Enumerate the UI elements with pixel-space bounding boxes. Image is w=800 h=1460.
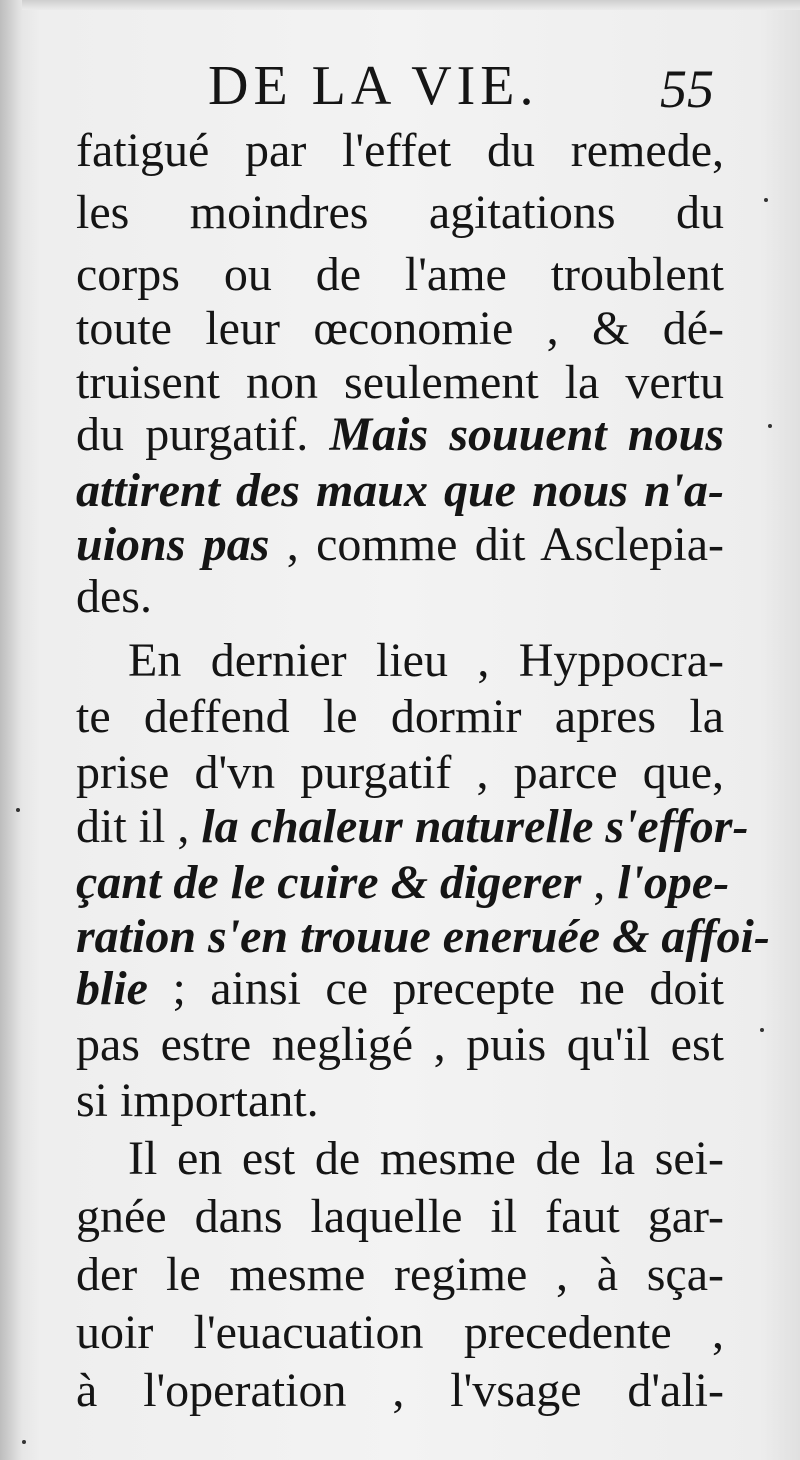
text-line: uoir l'euacuation precedente , [76,1306,724,1359]
text-line: des. [76,570,152,623]
text-line: uions pas , comme dit Asclepia- [76,518,725,571]
text-line: les moindres agitations du [76,186,724,239]
text-line: prise d'vn purgatif , parce que, [76,746,724,799]
ink-speck [760,1028,764,1032]
ink-speck [768,424,772,428]
ink-speck [16,808,20,812]
page-number: 55 [660,59,714,119]
text-line: En dernier lieu , Hyppocra- [128,634,724,687]
ink-speck [22,1440,26,1444]
text-line: gnée dans laquelle il faut gar- [76,1190,724,1243]
page-top-edge [0,0,800,10]
text-line: ration s'en trouue eneruée & affoi- [76,910,770,963]
text-line: te deffend le dormir apres la [76,690,724,743]
text-line: toute leur œconomie , & dé- [76,302,724,355]
text-line: pas estre negligé , puis qu'il est [76,1018,724,1071]
text-line: attirent des maux que nous n'a- [76,464,724,517]
text-line: si important. [76,1074,319,1127]
page-left-edge [0,0,22,1460]
text-line: du purgatif. Mais souuent nous [76,408,724,461]
text-line: truisent non seulement la vertu [76,356,724,409]
ink-speck [764,198,768,202]
text-line: çant de le cuire & digerer , l'ope- [76,856,730,909]
text-line: fatigué par l'effet du remede, [76,124,724,177]
text-line: blie ; ainsi ce precepte ne doit [76,962,724,1015]
text-line: der le mesme regime , à sça- [76,1248,724,1301]
text-line: Il en est de mesme de la sei- [128,1132,724,1185]
text-line: corps ou de l'ame troublent [76,248,724,301]
text-line: dit il , la chaleur naturelle s'effor- [76,800,749,853]
text-line: à l'operation , l'vsage d'ali- [76,1364,724,1417]
running-title: DE LA VIE. [208,55,539,117]
